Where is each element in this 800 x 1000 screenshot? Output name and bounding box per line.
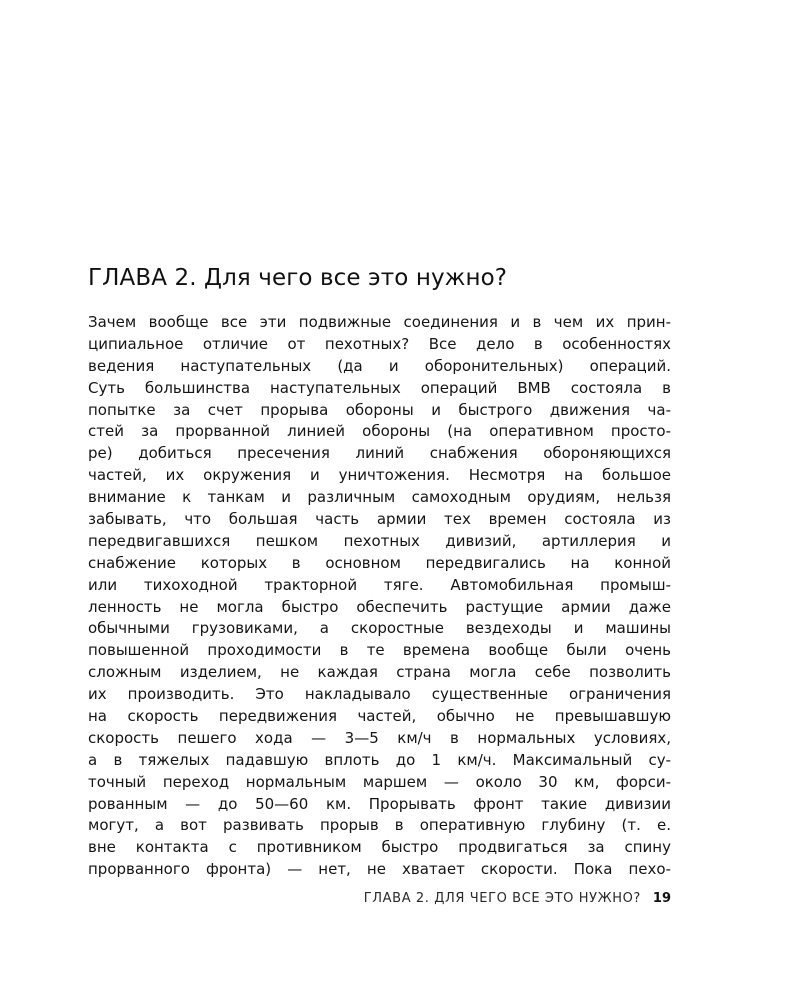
text-line: передвигавшихся пешком пехотных дивизий, артиллерия и bbox=[88, 531, 671, 550]
text-line: а в тяжелых падавшую вплоть до 1 км/ч. Максимальный су- bbox=[88, 750, 671, 769]
text-line: стей за прорванной линией обороны (на оперативном просто- bbox=[88, 422, 671, 441]
text-line: вне контакта с противником быстро продвигаться за спину bbox=[88, 838, 671, 857]
text-line: ленность не могла быстро обеспечить растущие армии даже bbox=[88, 597, 671, 616]
text-line: прорванного фронта) — нет, не хватает скорости. Пока пехо- bbox=[88, 860, 671, 879]
text-line: скорость пешего хода — 3—5 км/ч в нормальных условиях, bbox=[88, 728, 671, 747]
text-line: снабжение которых в основном передвигались на конной bbox=[88, 553, 671, 572]
text-line: повышенной проходимости в те времена вообще были очень bbox=[88, 641, 671, 660]
chapter-heading: ГЛАВА 2. Для чего все это нужно? bbox=[88, 265, 508, 291]
text-line: могут, а вот развивать прорыв в оперативную глубину (т. е. bbox=[88, 816, 671, 835]
text-line: сложным изделием, не каждая страна могла себе позволить bbox=[88, 663, 671, 682]
text-line: забывать, что большая часть армии тех времен состояла из bbox=[88, 510, 671, 529]
running-title: ГЛАВА 2. ДЛЯ ЧЕГО ВСЕ ЭТО НУЖНО? bbox=[363, 891, 641, 906]
text-line: Зачем вообще все эти подвижные соединения и в чем их прин- bbox=[88, 313, 671, 331]
text-line: рованным — до 50—60 км. Прорывать фронт такие дивизии bbox=[88, 794, 671, 813]
text-line: попытке за счет прорыва обороны и быстрого движения ча- bbox=[88, 400, 671, 419]
text-line: точный переход нормальным маршем — около 30 км, форси- bbox=[88, 772, 671, 791]
page-number: 19 bbox=[652, 891, 671, 906]
body-text bbox=[88, 312, 671, 881]
text-line: внимание к танкам и различным самоходным орудиям, нельзя bbox=[88, 488, 671, 507]
text-line: или тихоходной тракторной тяге. Автомобильная промыш- bbox=[88, 575, 671, 594]
text-line: Суть большинства наступательных операций ВМВ состояла в bbox=[88, 378, 671, 397]
text-line: на скорость передвижения частей, обычно не превышавшую bbox=[88, 707, 671, 726]
text-line: ведения наступательных (да и оборонительных) операций. bbox=[88, 356, 671, 375]
text-line: частей, их окружения и уничтожения. Несмотря на большое bbox=[88, 466, 671, 485]
text-line: ре) добиться пресечения линий снабжения обороняющихся bbox=[88, 444, 671, 463]
text-line: ципиальное отличие от пехотных? Все дело в особенностях bbox=[88, 334, 671, 353]
running-footer bbox=[300, 889, 671, 909]
text-line: их производить. Это накладывало существенные ограничения bbox=[88, 685, 671, 704]
text-line: обычными грузовиками, а скоростные вездеходы и машины bbox=[88, 619, 671, 638]
